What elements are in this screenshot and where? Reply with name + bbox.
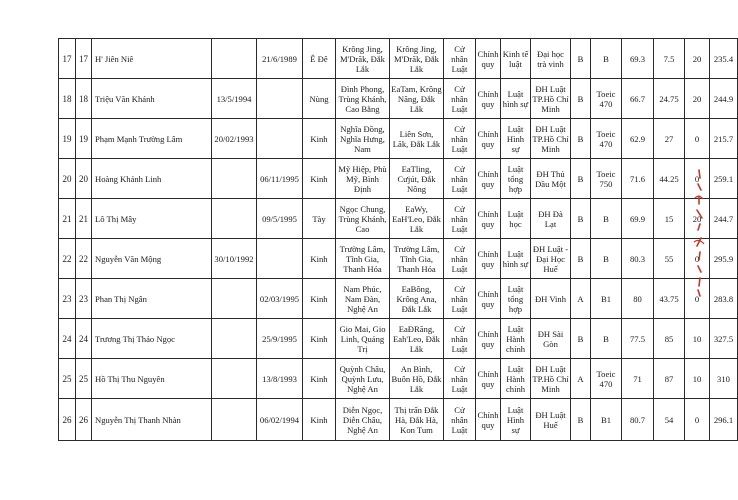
cell-dob-male xyxy=(212,319,257,359)
cell-language: Toeic 750 xyxy=(591,159,622,199)
cell-school: ĐH Vinh xyxy=(531,279,571,319)
cell-score1: 69.3 xyxy=(622,39,654,79)
table-row xyxy=(59,199,738,239)
cell-ethnicity: Kinh xyxy=(303,399,336,441)
table-row xyxy=(59,79,738,119)
cell-score1: 62.9 xyxy=(622,119,654,159)
cell-name: Nguyễn Thị Thanh Nhàn xyxy=(92,399,212,441)
cell-stt: 25 xyxy=(59,359,76,399)
cell-residence: EaTam, Krông Năng, Đắk Lắk xyxy=(390,79,444,119)
cell-mode: Chính quy xyxy=(476,39,501,79)
table-row xyxy=(59,399,738,441)
cell-priority: 0 xyxy=(685,279,710,319)
cell-hometown: Gio Mai, Gio Linh, Quảng Trị xyxy=(336,319,390,359)
cell-name: H' Jiên Niê xyxy=(92,39,212,79)
cell-politics: A xyxy=(571,279,591,319)
cell-ethnicity: Kinh xyxy=(303,359,336,399)
cell-priority: 20 xyxy=(685,39,710,79)
cell-school: ĐH Luật TP.Hồ Chí Minh xyxy=(531,359,571,399)
cell-residence: EaĐRăng, Eah'Leo, Đắk Lắk xyxy=(390,319,444,359)
cell-school: ĐH Luật TP.Hồ Chí Minh xyxy=(531,119,571,159)
cell-no: 26 xyxy=(76,399,92,441)
cell-name: Lô Thị Mây xyxy=(92,199,212,239)
cell-priority: 10 xyxy=(685,359,710,399)
cell-language: B xyxy=(591,39,622,79)
cell-residence: Liên Sơn, Lăk, Đắk Lắk xyxy=(390,119,444,159)
cell-mode: Chính quy xyxy=(476,119,501,159)
cell-language: B xyxy=(591,239,622,279)
cell-stt: 24 xyxy=(59,319,76,359)
cell-priority: 20 xyxy=(685,79,710,119)
cell-priority: 10 xyxy=(685,319,710,359)
cell-hometown: Nam Phúc, Nam Đàn, Nghệ An xyxy=(336,279,390,319)
cell-dob-female xyxy=(257,239,303,279)
cell-stt: 20 xyxy=(59,159,76,199)
cell-dob-male: 20/02/1993 xyxy=(212,119,257,159)
cell-school: ĐH Sài Gòn xyxy=(531,319,571,359)
margin-annotation xyxy=(690,168,708,298)
cell-degree: Cử nhân Luật xyxy=(444,39,476,79)
cell-degree: Cử nhân Luật xyxy=(444,399,476,441)
cell-degree: Cử nhân Luật xyxy=(444,239,476,279)
cell-hometown: Trường Lâm, Tĩnh Gia, Thanh Hóa xyxy=(336,239,390,279)
cell-dob-male xyxy=(212,199,257,239)
cell-residence: Krông Jing, M'Drăk, Đắk Lắk xyxy=(390,39,444,79)
cell-dob-female: 02/03/1995 xyxy=(257,279,303,319)
cell-score2: 87 xyxy=(654,359,685,399)
cell-school: ĐH Luật - Đại Học Huế xyxy=(531,239,571,279)
cell-no: 17 xyxy=(76,39,92,79)
cell-mode: Chính quy xyxy=(476,359,501,399)
cell-stt: 21 xyxy=(59,199,76,239)
cell-total: 235.4 xyxy=(710,39,738,79)
cell-score2: 43.75 xyxy=(654,279,685,319)
table-row xyxy=(59,319,738,359)
cell-total: 310 xyxy=(710,359,738,399)
cell-stt: 17 xyxy=(59,39,76,79)
cell-major: Kinh tế luật xyxy=(501,39,531,79)
cell-school: Đại học trà vinh xyxy=(531,39,571,79)
cell-no: 19 xyxy=(76,119,92,159)
cell-score1: 71.6 xyxy=(622,159,654,199)
table-row xyxy=(59,239,738,279)
cell-ethnicity: Kinh xyxy=(303,119,336,159)
cell-ethnicity: Kinh xyxy=(303,159,336,199)
cell-dob-male xyxy=(212,359,257,399)
cell-total: 296.1 xyxy=(710,399,738,441)
cell-ethnicity: Kinh xyxy=(303,279,336,319)
table-row xyxy=(59,279,738,319)
cell-school: ĐH Luật TP.Hồ Chí Minh xyxy=(531,79,571,119)
cell-score2: 7.5 xyxy=(654,39,685,79)
cell-politics: B xyxy=(571,119,591,159)
cell-school: ĐH Luật Huế xyxy=(531,399,571,441)
cell-mode: Chính quy xyxy=(476,239,501,279)
cell-name: Triệu Văn Khánh xyxy=(92,79,212,119)
cell-stt: 22 xyxy=(59,239,76,279)
cell-stt: 23 xyxy=(59,279,76,319)
cell-degree: Cử nhân Luật xyxy=(444,279,476,319)
cell-degree: Cử nhân Luật xyxy=(444,359,476,399)
cell-total: 259.1 xyxy=(710,159,738,199)
cell-major: Luật Hành chính xyxy=(501,319,531,359)
cell-politics: B xyxy=(571,159,591,199)
cell-language: B1 xyxy=(591,399,622,441)
cell-language: Toeic 470 xyxy=(591,79,622,119)
cell-mode: Chính quy xyxy=(476,159,501,199)
cell-score2: 24.75 xyxy=(654,79,685,119)
cell-ethnicity: Kinh xyxy=(303,239,336,279)
cell-dob-male xyxy=(212,399,257,441)
table-row xyxy=(59,119,738,159)
table-row xyxy=(59,359,738,399)
cell-hometown: Krông Jing, M'Drăk, Đắk Lắk xyxy=(336,39,390,79)
cell-dob-female xyxy=(257,119,303,159)
cell-stt: 19 xyxy=(59,119,76,159)
cell-politics: B xyxy=(571,199,591,239)
cell-dob-male xyxy=(212,159,257,199)
cell-major: Luật hình sự xyxy=(501,79,531,119)
cell-residence: Trường Lâm, Tĩnh Gia, Thanh Hóa xyxy=(390,239,444,279)
cell-score1: 80 xyxy=(622,279,654,319)
cell-major: Luật học xyxy=(501,199,531,239)
cell-total: 244.7 xyxy=(710,199,738,239)
cell-language: Toeic 470 xyxy=(591,119,622,159)
cell-dob-male: 30/10/1992 xyxy=(212,239,257,279)
table-row xyxy=(59,159,738,199)
cell-dob-female: 06/11/1995 xyxy=(257,159,303,199)
cell-priority: 0 xyxy=(685,239,710,279)
cell-no: 18 xyxy=(76,79,92,119)
cell-degree: Cử nhân Luật xyxy=(444,159,476,199)
cell-no: 21 xyxy=(76,199,92,239)
cell-hometown: Quỳnh Châu, Quỳnh Lưu, Nghệ An xyxy=(336,359,390,399)
cell-score1: 80.7 xyxy=(622,399,654,441)
cell-name: Nguyễn Văn Mộng xyxy=(92,239,212,279)
cell-politics: B xyxy=(571,79,591,119)
cell-residence: Thị trấn Đắk Hà, Đắk Hà, Kon Tum xyxy=(390,399,444,441)
cell-ethnicity: Tày xyxy=(303,199,336,239)
cell-total: 295.9 xyxy=(710,239,738,279)
cell-language: Toeic 470 xyxy=(591,359,622,399)
cell-score2: 85 xyxy=(654,319,685,359)
cell-residence: EaTling, Cưjút, Đắk Nông xyxy=(390,159,444,199)
cell-no: 20 xyxy=(76,159,92,199)
cell-total: 283.8 xyxy=(710,279,738,319)
cell-politics: B xyxy=(571,39,591,79)
cell-language: B1 xyxy=(591,279,622,319)
cell-no: 22 xyxy=(76,239,92,279)
cell-degree: Cử nhân Luật xyxy=(444,119,476,159)
cell-dob-male xyxy=(212,39,257,79)
cell-score1: 77.5 xyxy=(622,319,654,359)
cell-no: 25 xyxy=(76,359,92,399)
cell-total: 327.5 xyxy=(710,319,738,359)
table-row xyxy=(59,39,738,79)
cell-residence: An Bình, Buôn Hồ, Đắk Lắk xyxy=(390,359,444,399)
cell-no: 24 xyxy=(76,319,92,359)
cell-mode: Chính quy xyxy=(476,79,501,119)
cell-dob-female: 13/8/1993 xyxy=(257,359,303,399)
cell-name: Phạm Mạnh Trường Lâm xyxy=(92,119,212,159)
cell-ethnicity: Nùng xyxy=(303,79,336,119)
cell-major: Luật tổng hợp xyxy=(501,279,531,319)
cell-major: Luật hình sự xyxy=(501,239,531,279)
cell-major: Luật Hình sự xyxy=(501,119,531,159)
cell-dob-female: 21/6/1989 xyxy=(257,39,303,79)
cell-dob-male xyxy=(212,279,257,319)
cell-no: 23 xyxy=(76,279,92,319)
cell-mode: Chính quy xyxy=(476,199,501,239)
cell-score1: 80.3 xyxy=(622,239,654,279)
cell-politics: B xyxy=(571,319,591,359)
cell-stt: 26 xyxy=(59,399,76,441)
cell-dob-female: 25/9/1995 xyxy=(257,319,303,359)
cell-language: B xyxy=(591,319,622,359)
cell-name: Phan Thị Ngân xyxy=(92,279,212,319)
cell-mode: Chính quy xyxy=(476,399,501,441)
cell-total: 215.7 xyxy=(710,119,738,159)
cell-politics: A xyxy=(571,359,591,399)
cell-major: Luật Hình sự xyxy=(501,399,531,441)
cell-score2: 44.25 xyxy=(654,159,685,199)
cell-dob-female: 06/02/1994 xyxy=(257,399,303,441)
cell-stt: 18 xyxy=(59,79,76,119)
cell-score2: 15 xyxy=(654,199,685,239)
cell-priority: 20 xyxy=(685,199,710,239)
cell-ethnicity: Kinh xyxy=(303,319,336,359)
cell-name: Hồ Thị Thu Nguyên xyxy=(92,359,212,399)
cell-major: Luật tổng hợp xyxy=(501,159,531,199)
cell-score1: 66.7 xyxy=(622,79,654,119)
cell-dob-female xyxy=(257,79,303,119)
cell-priority: 0 xyxy=(685,399,710,441)
cell-priority: 0 xyxy=(685,159,710,199)
cell-dob-male: 13/5/1994 xyxy=(212,79,257,119)
cell-name: Hoàng Khánh Linh xyxy=(92,159,212,199)
cell-priority: 0 xyxy=(685,119,710,159)
cell-hometown: Ngọc Chung, Trùng Khánh, Cao xyxy=(336,199,390,239)
cell-dob-female: 09/5/1995 xyxy=(257,199,303,239)
cell-school: ĐH Đà Lạt xyxy=(531,199,571,239)
cell-major: Luật Hành chính xyxy=(501,359,531,399)
cell-hometown: Đình Phong, Trùng Khánh, Cao Bằng xyxy=(336,79,390,119)
cell-score2: 54 xyxy=(654,399,685,441)
cell-score1: 69.9 xyxy=(622,199,654,239)
cell-ethnicity: Ê Đê xyxy=(303,39,336,79)
handwritten-mark-icon xyxy=(690,168,708,298)
cell-score2: 27 xyxy=(654,119,685,159)
cell-name: Trương Thị Thảo Ngọc xyxy=(92,319,212,359)
cell-degree: Cử nhân Luật xyxy=(444,199,476,239)
cell-politics: B xyxy=(571,239,591,279)
cell-politics: B xyxy=(571,399,591,441)
cell-degree: Cử nhân Luật xyxy=(444,79,476,119)
cell-hometown: Nghĩa Đồng, Nghĩa Hưng, Nam xyxy=(336,119,390,159)
cell-residence: EaBông, Krông Ana, Đắk Lắk xyxy=(390,279,444,319)
cell-mode: Chính quy xyxy=(476,319,501,359)
candidate-table xyxy=(58,38,738,441)
cell-residence: EaWy, EaH'Leo, Đắk Lắk xyxy=(390,199,444,239)
cell-language: B xyxy=(591,199,622,239)
cell-score1: 71 xyxy=(622,359,654,399)
cell-total: 244.9 xyxy=(710,79,738,119)
cell-mode: Chính quy xyxy=(476,279,501,319)
cell-score2: 55 xyxy=(654,239,685,279)
cell-hometown: Mỹ Hiệp, Phù Mỹ, Bình Định xyxy=(336,159,390,199)
cell-hometown: Diễn Ngọc, Diễn Châu, Nghệ An xyxy=(336,399,390,441)
cell-school: ĐH Thủ Dầu Một xyxy=(531,159,571,199)
cell-degree: Cử nhân Luật xyxy=(444,319,476,359)
